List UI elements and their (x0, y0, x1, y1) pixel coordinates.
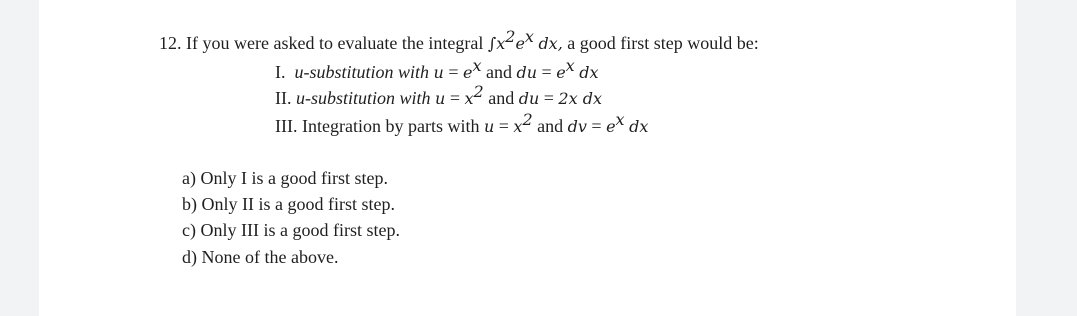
option-ii-2x-dx: 2x dx (558, 89, 602, 108)
integral-sign: ∫ (487, 34, 497, 53)
option-ii-equals-1: = (449, 88, 460, 108)
option-iii-e-exponent: x (615, 110, 625, 129)
integrand-x: x (496, 34, 506, 53)
option-i-e-exponent: x (472, 56, 482, 75)
option-iii-x: x (513, 117, 523, 136)
integrand-dx: dx, (538, 34, 563, 53)
option-ii-and: and (488, 88, 515, 108)
option-i-and: and (486, 62, 512, 82)
option-iii-method: Integration by parts with (301, 116, 480, 136)
option-iii-label: III. (275, 116, 298, 136)
integrand-e: e (515, 34, 525, 53)
option-iii-equals-2: = (591, 116, 602, 136)
option-ii-u: u (435, 89, 446, 108)
option-i-u: u (433, 63, 444, 82)
option-iii-equals-1: = (498, 116, 509, 136)
option-i-equals-1: = (448, 62, 459, 82)
option-i-du-e-exponent: x (565, 56, 575, 75)
option-i-du: du (516, 63, 538, 82)
option-ii-method: u-substitution with (296, 88, 431, 108)
option-iii-dv: dv (567, 117, 587, 136)
option-iii (275, 110, 649, 136)
option-iii-dx: dx (629, 117, 649, 136)
option-i-dx: dx (579, 63, 599, 82)
option-i-equals-2: = (541, 62, 552, 82)
option-ii-x-exponent: 2 (473, 82, 484, 101)
option-iii-u: u (483, 117, 495, 136)
option-iii-x-exponent: 2 (522, 110, 533, 129)
question-sheet (39, 0, 1016, 316)
answer-b[interactable]: b) Only II is a good first step. (182, 194, 395, 214)
option-iii-e: e (606, 117, 616, 136)
option-i-e: e (463, 63, 473, 82)
option-i (275, 56, 599, 82)
option-i-label: I. (275, 62, 286, 82)
question-line (159, 27, 759, 53)
answer-c[interactable]: c) Only III is a good first step. (182, 220, 400, 240)
option-ii (275, 82, 602, 108)
option-ii-equals-2: = (543, 88, 554, 108)
option-ii-du: du (518, 89, 540, 108)
question-prompt: If you were asked to evaluate the integral (186, 33, 484, 53)
integrand-e-exponent: x (524, 27, 534, 46)
option-ii-x: x (464, 89, 474, 108)
answer-a[interactable]: a) Only I is a good first step. (182, 168, 388, 188)
option-ii-label: II. (275, 88, 292, 108)
option-i-method: u-substitution with (294, 62, 430, 82)
option-i-du-e: e (556, 63, 566, 82)
question-suffix: a good first step would be: (567, 33, 759, 53)
integrand-exponent: 2 (505, 27, 516, 46)
question-number: 12. (159, 33, 182, 53)
answer-d[interactable]: d) None of the above. (182, 247, 339, 267)
option-iii-and: and (537, 116, 564, 136)
